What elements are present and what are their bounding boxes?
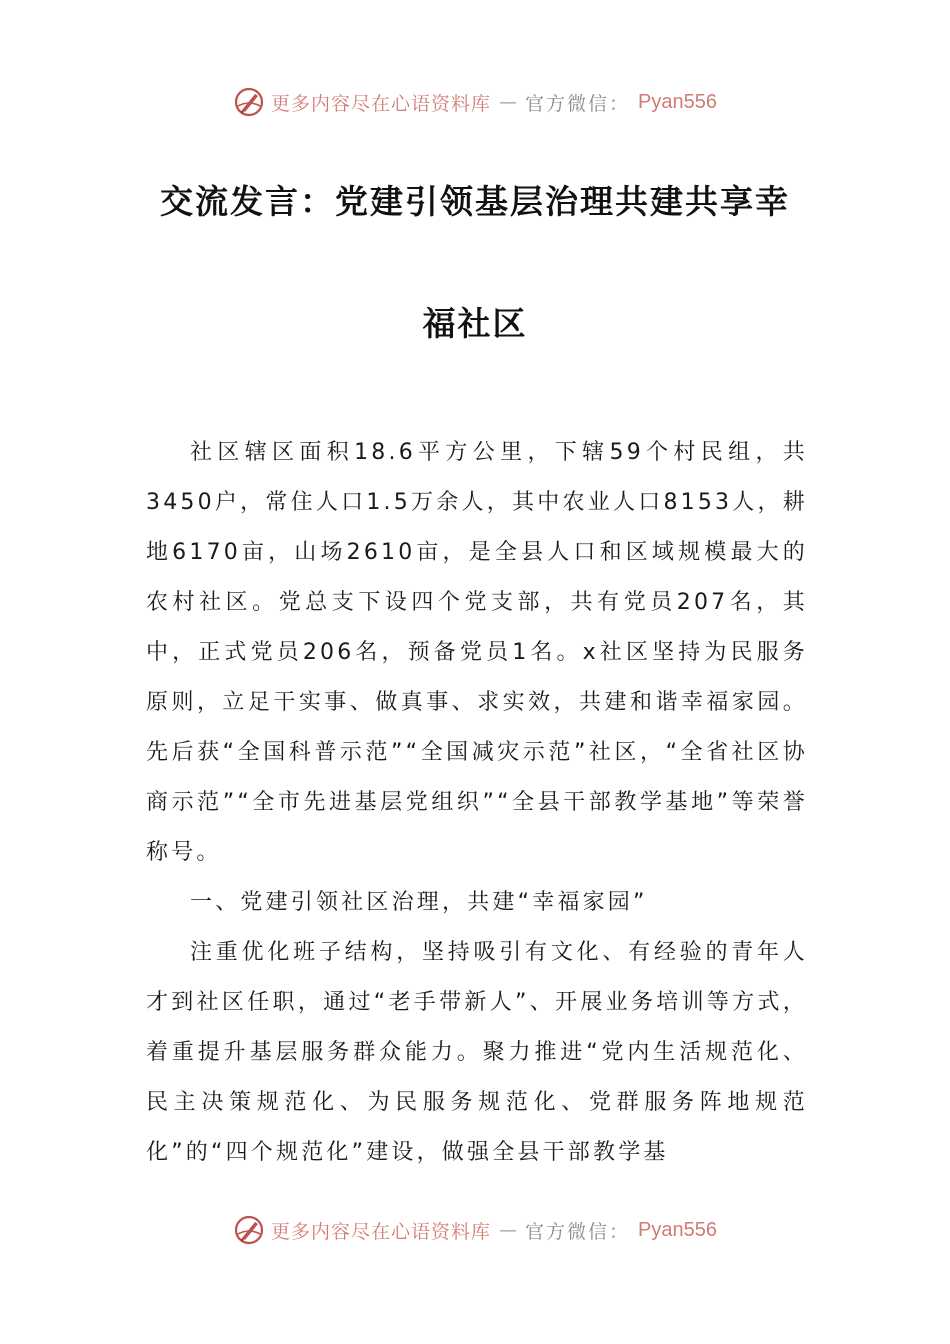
- banner-wechat-id: Pyan556: [638, 1218, 717, 1241]
- banner-dash: —: [499, 1219, 518, 1241]
- document-body: [146, 428, 808, 1178]
- banner-wechat-id: Pyan556: [638, 90, 717, 113]
- section-heading-1: 一、党建引领社区治理，共建“幸福家园”: [190, 890, 648, 915]
- pen-circle-logo-icon: [233, 86, 265, 118]
- banner-main-text: 更多内容尽在心语资料库: [271, 92, 492, 115]
- pen-circle-logo-icon: [233, 1214, 265, 1246]
- header-banner: [0, 82, 950, 122]
- document-title-line-1: 交流发言：党建引领基层治理共建共享幸: [160, 182, 790, 221]
- paragraph-section-1: 注重优化班子结构，坚持吸引有文化、有经验的青年人才到社区任职，通过“老手带新人”、开展业务培训等方式，着重提升基层服务群众能力。聚力推进“党内生活规范化、民主决策规范化、为民服务规范化、党群服务阵地规范化”的“四个规范化”建设，做强全县干部教学基: [146, 940, 808, 1165]
- document-title-line-2: 福社区: [422, 304, 528, 343]
- banner-wechat-label: 官方微信：: [525, 1220, 631, 1243]
- banner-main-text: 更多内容尽在心语资料库: [271, 1220, 492, 1243]
- banner-wechat-label: 官方微信：: [525, 92, 631, 115]
- paragraph-intro: 社区辖区面积18.6平方公里，下辖59个村民组，共3450户，常住人口1.5万余人，其中农业人口8153人，耕地6170亩，山场2610亩，是全县人口和区域规模最大的农村社区。党总支下设四个党支部，共有党员207名，其中，正式党员206名，预备党员1名。x社区坚持为民服务原则，立足干实事、做真事、求实效，共建和谐幸福家园。先后获“全国科普示范”“全国减灾示范”社区，“全省社区协商示范”“全市先进基层党组织”“全县干部教学基地”等荣誉称号。: [146, 440, 808, 865]
- banner-dash: —: [499, 91, 518, 113]
- footer-banner: [0, 1210, 950, 1250]
